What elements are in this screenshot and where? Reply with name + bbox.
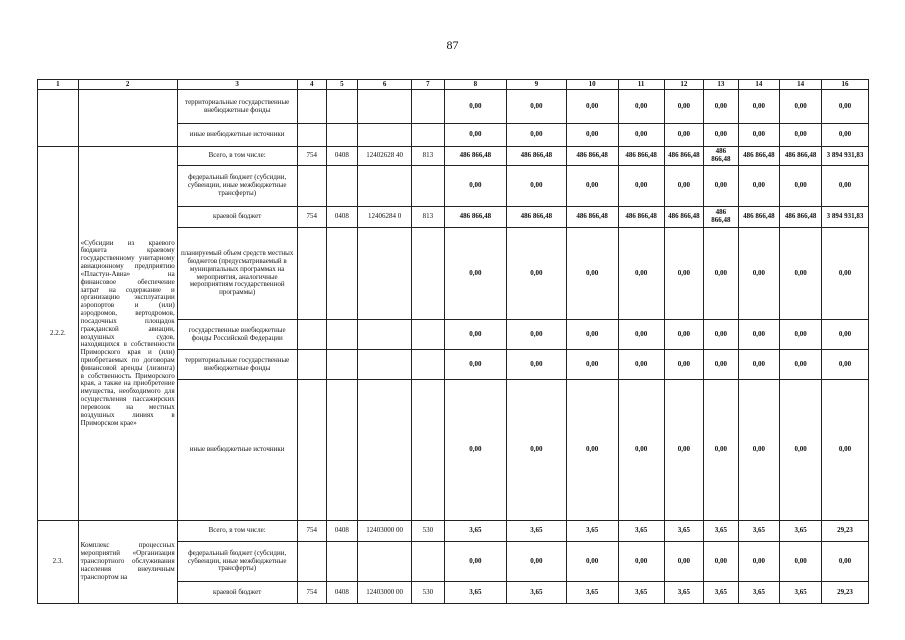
value-cell: 0,00 [821,380,868,521]
value-cell: 29,23 [821,521,868,542]
source-cell: федеральный бюджет (субсидии, субвенции, иные межбюджетные трансферты) [177,166,297,207]
code-cell: 754 [297,147,326,166]
code-cell [358,166,412,207]
value-cell: 0,00 [444,90,507,124]
header-cell: 6 [358,80,412,90]
code-cell [297,542,326,582]
value-cell: 0,00 [704,90,738,124]
value-cell: 0,00 [704,320,738,350]
value-cell: 0,00 [738,166,780,207]
value-cell: 29,23 [821,582,868,604]
value-cell: 486 866,48 [664,147,704,166]
description-cell [78,90,177,147]
code-cell [326,228,357,320]
value-cell: 0,00 [664,320,704,350]
value-cell: 0,00 [664,124,704,147]
value-cell: 0,00 [507,228,566,320]
value-cell: 486 866,48 [507,147,566,166]
code-cell: 0408 [326,147,357,166]
code-cell [326,320,357,350]
source-cell: краевой бюджет [177,582,297,604]
source-cell: федеральный бюджет (субсидии, субвенции, иные межбюджетные трансферты) [177,542,297,582]
value-cell: 0,00 [566,350,618,380]
value-cell: 0,00 [738,90,780,124]
code-cell: 530 [412,582,444,604]
value-cell: 486 866,48 [618,147,664,166]
value-cell: 0,00 [821,542,868,582]
header-cell: 3 [177,80,297,90]
value-cell: 3,65 [566,582,618,604]
value-cell: 0,00 [566,542,618,582]
value-cell: 0,00 [444,228,507,320]
code-cell [412,380,444,521]
value-cell: 0,00 [704,124,738,147]
value-cell: 0,00 [618,166,664,207]
value-cell: 0,00 [704,542,738,582]
value-cell: 0,00 [704,166,738,207]
value-cell: 3,65 [780,521,822,542]
value-cell: 3,65 [566,521,618,542]
value-cell: 0,00 [664,542,704,582]
source-cell: территориальные государственные внебюджетные фонды [177,90,297,124]
table-row [38,90,869,124]
code-cell: 754 [297,207,326,228]
header-cell: 5 [326,80,357,90]
value-cell: 0,00 [780,320,822,350]
value-cell: 3 894 931,83 [821,147,868,166]
value-cell: 0,00 [618,350,664,380]
code-cell [326,380,357,521]
code-cell [297,228,326,320]
value-cell: 0,00 [738,124,780,147]
value-cell: 0,00 [618,320,664,350]
code-cell: 12406284 0 [358,207,412,228]
value-cell: 486 866,48 [566,147,618,166]
value-cell: 3,65 [780,582,822,604]
value-cell: 0,00 [507,124,566,147]
code-cell [297,380,326,521]
value-cell: 3,65 [618,521,664,542]
code-cell: 12403000 00 [358,521,412,542]
header-cell: 10 [566,80,618,90]
code-cell: 12402628 40 [358,147,412,166]
value-cell: 3,65 [444,521,507,542]
source-cell: государственные внебюджетные фонды Российской Федерации [177,320,297,350]
value-cell: 0,00 [444,350,507,380]
value-cell: 0,00 [507,380,566,521]
value-cell: 486 866,48 [566,207,618,228]
value-cell: 0,00 [780,90,822,124]
code-cell [412,320,444,350]
value-cell: 0,00 [738,228,780,320]
code-cell: 813 [412,147,444,166]
table-row [38,147,869,166]
value-cell: 0,00 [444,380,507,521]
description-cell: Комплекс процессных мероприятий «Организация транспортного обслуживания населения внеуличным транспортом на [78,521,177,604]
value-cell: 3 894 931,83 [821,207,868,228]
value-cell: 0,00 [664,228,704,320]
value-cell: 0,00 [664,380,704,521]
value-cell: 0,00 [566,228,618,320]
value-cell: 486 866,48 [780,147,822,166]
header-cell: 14 [738,80,780,90]
value-cell: 0,00 [780,380,822,521]
value-cell: 0,00 [738,542,780,582]
code-cell [326,166,357,207]
value-cell: 3,65 [664,582,704,604]
value-cell: 0,00 [507,542,566,582]
code-cell [297,166,326,207]
header-row [38,80,869,90]
value-cell: 0,00 [618,228,664,320]
code-cell [297,350,326,380]
header-cell: 7 [412,80,444,90]
value-cell: 0,00 [780,350,822,380]
value-cell: 0,00 [738,320,780,350]
code-cell [412,166,444,207]
value-cell: 0,00 [821,90,868,124]
value-cell: 0,00 [507,90,566,124]
value-cell: 486 866,48 [704,147,738,166]
value-cell: 0,00 [704,380,738,521]
code-cell [358,542,412,582]
code-cell [326,542,357,582]
source-cell: Всего, в том числе: [177,147,297,166]
value-cell: 0,00 [738,350,780,380]
value-cell: 0,00 [444,166,507,207]
budget-table [37,79,869,604]
code-cell: 12403000 00 [358,582,412,604]
value-cell: 486 866,48 [444,207,507,228]
source-cell: краевой бюджет [177,207,297,228]
row-number-cell: 2.2.2. [38,147,79,521]
source-cell: планируемый объем средств местных бюджетов (предусматриваемый в муниципальных программах на мероприятия, аналогичные мероприятиям государственной программы) [177,228,297,320]
value-cell: 0,00 [821,320,868,350]
value-cell: 3,65 [507,582,566,604]
value-cell: 486 866,48 [780,207,822,228]
code-cell [326,350,357,380]
table-row [38,521,869,542]
header-cell: 4 [297,80,326,90]
value-cell: 0,00 [566,380,618,521]
value-cell: 486 866,48 [738,147,780,166]
value-cell: 3,65 [738,582,780,604]
value-cell: 486 866,48 [704,207,738,228]
description-cell: «Субсидии из краевого бюджета краевому государственному унитарному авиационному предприятию «Пластун-Авиа» на финансовое обеспечение затрат на содержание и организацию эксплуатации аэропортов и (или) аэродромов, вертодромов, посадочных площадок гражданской авиации, воздушных судов, находящихся в собственности Приморского края и (или) приобретаемых по договорам финансовой аренды (лизинга) в собственность Приморского края, а также на приобретение имущества, необходимого для осуществления пассажирских перевозок на местных воздушных линиях в Приморском крае» [78,147,177,521]
value-cell: 486 866,48 [664,207,704,228]
source-cell: иные внебюджетные источники [177,380,297,521]
value-cell: 0,00 [821,350,868,380]
value-cell: 0,00 [566,90,618,124]
header-cell: 8 [444,80,507,90]
header-cell: 11 [618,80,664,90]
value-cell: 0,00 [566,124,618,147]
value-cell: 0,00 [704,350,738,380]
code-cell [412,228,444,320]
code-cell: 530 [412,521,444,542]
value-cell: 486 866,48 [507,207,566,228]
code-cell: 754 [297,521,326,542]
value-cell: 0,00 [704,228,738,320]
code-cell [358,380,412,521]
code-cell [412,350,444,380]
value-cell: 0,00 [664,350,704,380]
value-cell: 0,00 [566,320,618,350]
code-cell: 0408 [326,207,357,228]
value-cell: 0,00 [664,90,704,124]
value-cell: 0,00 [566,166,618,207]
value-cell: 3,65 [704,582,738,604]
value-cell: 0,00 [821,166,868,207]
code-cell [412,542,444,582]
value-cell: 0,00 [618,124,664,147]
value-cell: 0,00 [618,542,664,582]
value-cell: 486 866,48 [738,207,780,228]
value-cell: 0,00 [618,90,664,124]
value-cell: 3,65 [507,521,566,542]
value-cell: 0,00 [507,320,566,350]
code-cell: 813 [412,207,444,228]
code-cell [358,350,412,380]
value-cell: 486 866,48 [618,207,664,228]
code-cell [358,228,412,320]
value-cell: 0,00 [780,228,822,320]
source-cell: территориальные государственные внебюджетные фонды [177,350,297,380]
value-cell: 0,00 [444,320,507,350]
value-cell: 0,00 [618,380,664,521]
value-cell: 3,65 [738,521,780,542]
code-cell: 0408 [326,582,357,604]
value-cell: 0,00 [664,166,704,207]
header-cell: 12 [664,80,704,90]
value-cell: 0,00 [780,166,822,207]
header-cell: 16 [821,80,868,90]
code-cell: 0408 [326,521,357,542]
value-cell: 0,00 [507,350,566,380]
value-cell: 0,00 [780,542,822,582]
value-cell: 3,65 [444,582,507,604]
page-number: 87 [446,38,459,52]
row-number-cell: 2.3. [38,521,79,604]
source-cell: Всего, в том числе: [177,521,297,542]
header-cell: 1 [38,80,79,90]
header-cell: 13 [704,80,738,90]
value-cell: 486 866,48 [444,147,507,166]
code-cell: 754 [297,582,326,604]
value-cell: 0,00 [738,380,780,521]
header-cell: 9 [507,80,566,90]
code-cell [358,320,412,350]
header-cell: 2 [78,80,177,90]
row-number-cell [38,90,79,147]
value-cell: 0,00 [821,124,868,147]
value-cell: 3,65 [704,521,738,542]
value-cell: 0,00 [444,542,507,582]
value-cell: 3,65 [618,582,664,604]
header-cell: 14 [780,80,822,90]
value-cell: 0,00 [507,166,566,207]
value-cell: 0,00 [821,228,868,320]
value-cell: 0,00 [780,124,822,147]
source-cell: иные внебюджетные источники [177,124,297,147]
code-cell [297,320,326,350]
value-cell: 3,65 [664,521,704,542]
value-cell: 0,00 [444,124,507,147]
